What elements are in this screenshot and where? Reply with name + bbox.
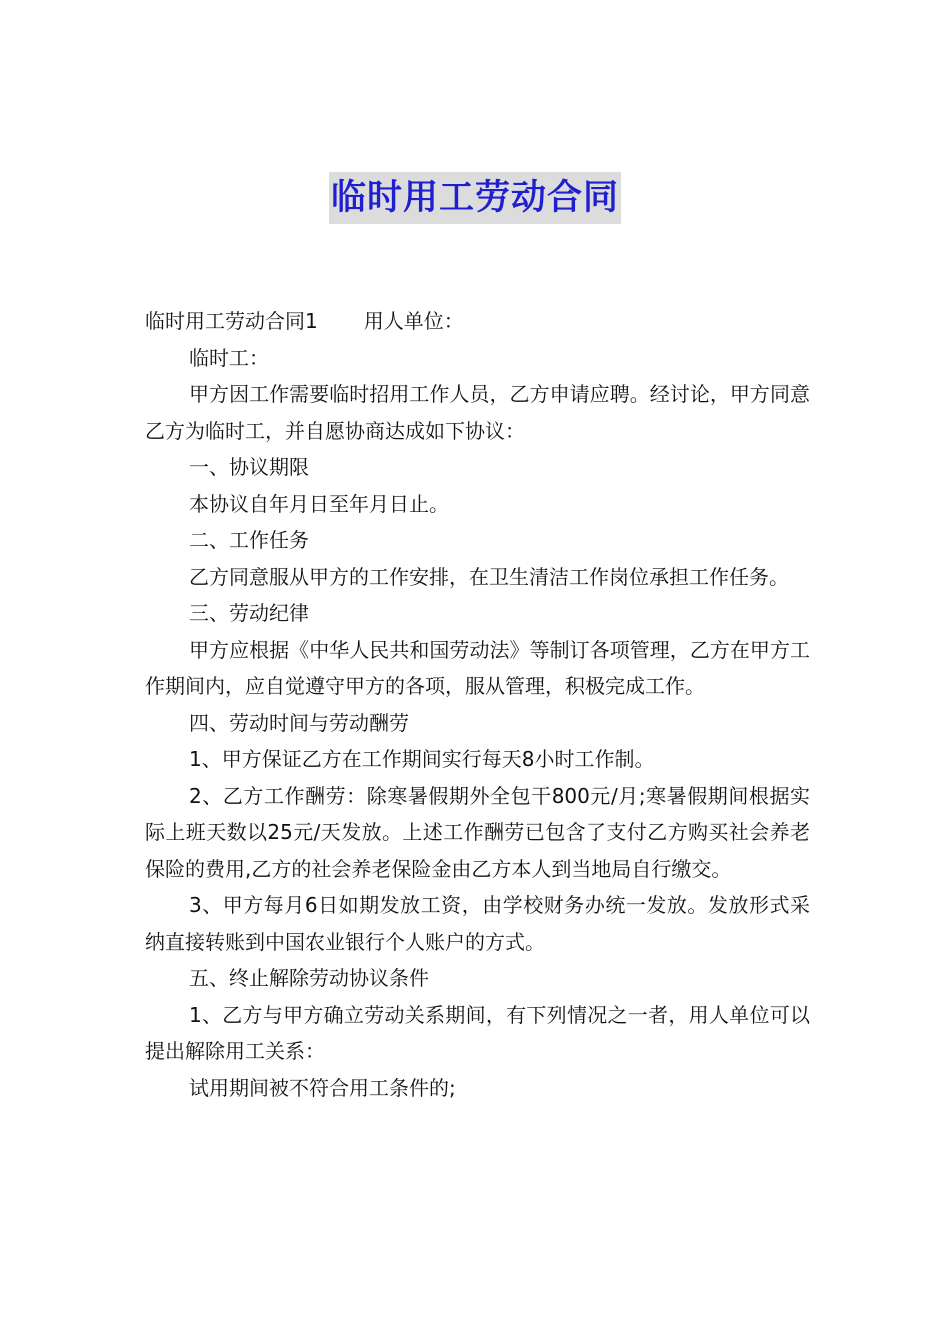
- paragraph-hours: 1、甲方保证乙方在工作期间实行每天8小时工作制。: [189, 747, 655, 771]
- paragraph-term: 本协议自年月日至年月日止。: [189, 491, 449, 516]
- section-heading-5: 五、终止解除劳动协议条件: [189, 966, 429, 990]
- paragraph-temp-worker: 临时工：: [189, 345, 269, 370]
- paragraph-probation: 试用期间被不符合用工条件的;: [189, 1075, 456, 1100]
- header-line: [145, 303, 810, 340]
- section-heading-3: 三、劳动纪律: [189, 601, 309, 625]
- paragraph-intro: 甲方因工作需要临时招用工作人员，乙方申请应聘。经讨论，甲方同意乙方为临时工，并自愿协商达成如下协议：: [145, 382, 810, 443]
- paragraph-termination: 1、乙方与甲方确立劳动关系期间，有下列情况之一者，用人单位可以提出解除用工关系：: [145, 1002, 810, 1063]
- title-container: [0, 172, 950, 224]
- header-line-left: 临时用工劳动合同1: [145, 309, 318, 333]
- paragraph-pay: 2、乙方工作酬劳：除寒暑假期外全包干800元/月;寒暑假期间根据实际上班天数以25元/天发放。上述工作酬劳已包含了支付乙方购买社会养老保险的费用,乙方的社会养老保险金由乙方本人到当地局自行缴交。: [145, 783, 810, 881]
- header-line-right: 用人单位：: [363, 309, 464, 333]
- paragraph-discipline: 甲方应根据《中华人民共和国劳动法》等制订各项管理，乙方在甲方工作期间内，应自觉遵守甲方的各项，服从管理，积极完成工作。: [145, 637, 810, 698]
- paragraph-task: 乙方同意服从甲方的工作安排，在卫生清洁工作岗位承担工作任务。: [189, 564, 789, 589]
- section-heading-1: 一、协议期限: [189, 455, 309, 479]
- section-heading-2: 二、工作任务: [189, 528, 309, 552]
- paragraph-payday: 3、甲方每月6日如期发放工资，由学校财务办统一发放。发放形式采纳直接转账到中国农业银行个人账户的方式。: [145, 893, 810, 954]
- document-title: 临时用工劳动合同: [329, 172, 621, 224]
- document-body: [145, 303, 810, 1106]
- section-heading-4: 四、劳动时间与劳动酬劳: [189, 710, 409, 735]
